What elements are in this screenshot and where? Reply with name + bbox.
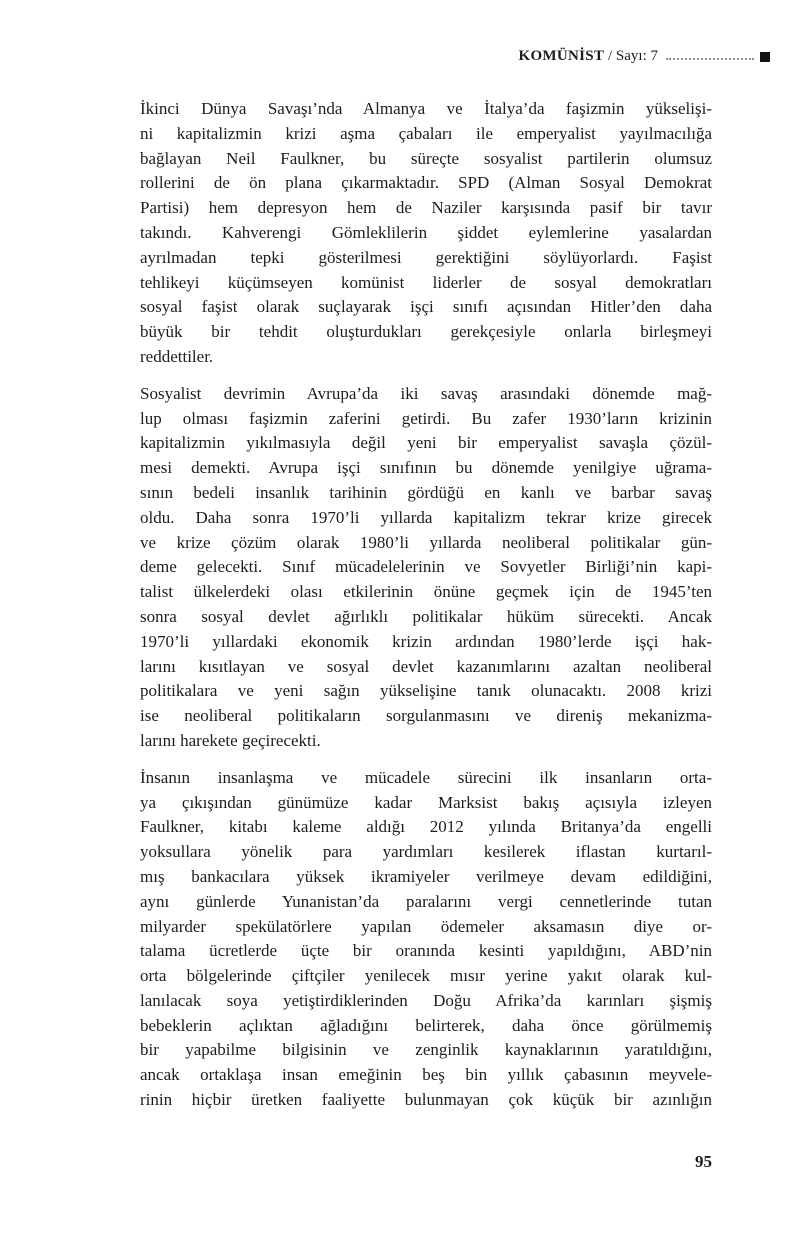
text-line: politikalara ve yeni sağın yükselişine tanık olunacaktı. 2008 krizi (140, 681, 712, 701)
page-number: 95 (695, 1152, 712, 1171)
journal-separator: / (604, 48, 616, 64)
text-line: ayrılmadan tepki gösterilmesi gerektiğini söylüyorlardı. Faşist (140, 247, 712, 267)
text-line: Partisi) hem depresyon hem de Naziler karşısında pasif bir tavır (140, 198, 712, 218)
text-line: büyük bir tehdit oluşturdukları gerekçesiyle onlarla birleşmeyi (140, 322, 712, 342)
issue-label: Sayı: 7 (615, 48, 658, 64)
text-line: ancak ortaklaşa insan emeğinin beş bin yıllık çabasının meyvele- (140, 1065, 712, 1085)
text-line: mesi demekti. Avrupa işçi sınıfının bu dönemde yenilgiye uğrama- (140, 458, 712, 478)
text-line: sosyal faşist olarak suçlayarak işçi sınıfı açısından Hitler’den daha (140, 297, 712, 317)
page-header (140, 48, 770, 65)
text-line: yoksullara yönelik para yardımları kesilerek iflastan kurtarıl- (140, 842, 712, 862)
text-line: ise neoliberal politikaların sorgulanmasını ve direniş mekanizma- (140, 706, 712, 726)
text-line: lanılacak soya yetiştirdiklerinden Doğu Afrika’da karınları şişmiş (140, 990, 712, 1010)
text-line: ni kapitalizmin krizi aşma çabaları ile emperyalist yayılmacılığa (140, 123, 712, 143)
end-square-icon (760, 52, 770, 62)
text-line: oldu. Daha sonra 1970’li yıllarda kapitalizm tekrar krize girecek (140, 507, 712, 527)
text-line: mış bankacılara yüksek ikramiyeler verilmeye devam edildiğini, (140, 866, 712, 886)
text-line: larını harekete geçirecekti. (140, 730, 321, 750)
text-line: takındı. Kahverengi Gömleklilerin şiddet eylemlerine yasalardan (140, 222, 712, 242)
text-line: tehlikeyi küçümseyen komünist liderler de sosyal demokratları (140, 272, 712, 292)
text-line: İkinci Dünya Savaşı’nda Almanya ve İtalya’da faşizmin yükselişi- (140, 99, 712, 118)
text-line: milyarder spekülatörlere yapılan ödemeler aksamasın diye or- (140, 916, 712, 936)
text-line: rollerini de ön plana çıkarmaktadır. SPD (Alman Sosyal Demokrat (140, 173, 712, 193)
text-line: ya çıkışından günümüze kadar Marksist bakış açısıyla izleyen (140, 792, 712, 812)
text-line: bir yapabilme bilgisinin ve zenginlik kaynaklarının yaratıldığını, (140, 1040, 712, 1060)
paragraph (140, 97, 712, 370)
text-line: İnsanın insanlaşma ve mücadele sürecini ilk insanların orta- (140, 767, 712, 787)
text-line: lup olması faşizmin zaferini getirdi. Bu zafer 1930’ların krizinin (140, 408, 712, 428)
text-line: ve krize çözüm olarak 1980’li yıllarda neoliberal politikalar gün- (140, 532, 712, 552)
text-line: Sosyalist devrimin Avrupa’da iki savaş arasındaki dönemde mağ- (140, 383, 712, 403)
text-line: bebeklerin açlıktan ağladığını belirterek, daha önce görülmemiş (140, 1015, 712, 1035)
text-line: reddettiler. (140, 346, 214, 366)
text-line: 1970’li yıllardaki ekonomik krizin ardından 1980’lerde işçi hak- (140, 631, 712, 651)
dotted-rule (666, 58, 754, 60)
text-line: talist ülkelerdeki olası etkilerinin önüne geçmek için de 1945’ten (140, 582, 712, 602)
text-line: rinin hiçbir üretken faaliyette bulunmayan çok küçük bir azınlığın (140, 1090, 712, 1110)
text-line: orta bölgelerinde çiftçiler yenilecek mısır yerine yakıt olarak kul- (140, 966, 712, 986)
text-line: sonra sosyal devlet ağırlıklı politikalar hüküm sürecekti. Ancak (140, 606, 712, 626)
paragraph (140, 766, 712, 1113)
text-line: deme gelecekti. Sınıf mücadelelerinin ve Sovyetler Birliği’nin kapi- (140, 557, 712, 577)
text-line: sının bedeli insanlık tarihinin gördüğü en kanlı ve barbar savaş (140, 482, 712, 502)
journal-title: KOMÜNİST (518, 48, 605, 64)
body-text (140, 97, 712, 1125)
text-line: larını kısıtlayan ve sosyal devlet kazanımlarını azaltan neoliberal (140, 656, 712, 676)
text-line: talama ücretlerde üçte bir oranında kesinti yapıldığını, ABD’nin (140, 941, 712, 961)
text-line: kapitalizmin yıkılmasıyla değil yeni bir emperyalist savaşla çözül- (140, 433, 712, 453)
text-line: aynı günlerde Yunanistan’da paralarını vergi cennetlerinde tutan (140, 891, 712, 911)
text-line: bağlayan Neil Faulkner, bu süreçte sosyalist partilerin olumsuz (140, 148, 712, 168)
journal-header-text (518, 48, 658, 65)
text-line: Faulkner, kitabı kaleme aldığı 2012 yılında Britanya’da engelli (140, 817, 712, 837)
paragraph (140, 382, 712, 754)
